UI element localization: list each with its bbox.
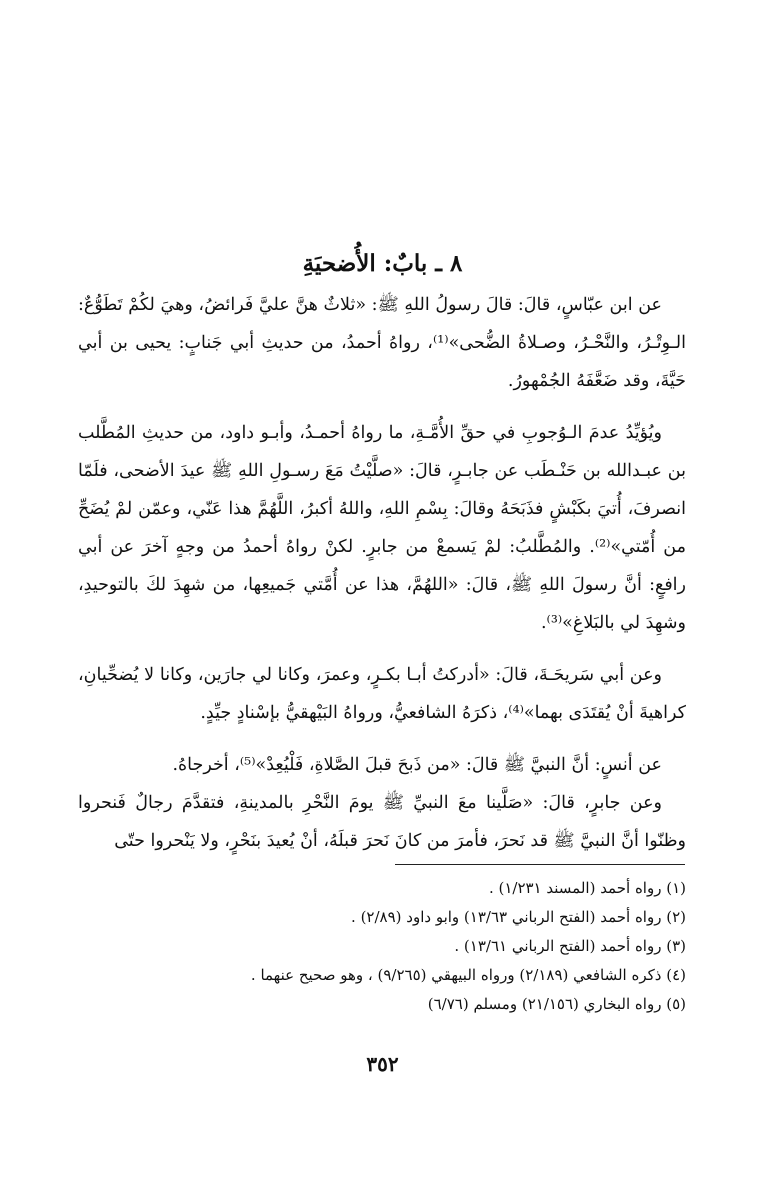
paragraph-wujub: ويُؤيِّدُ عدمَ الـوُجوبِ في حقِّ الأُمَّـةِ، ما رواهُ أحمـدُ، وأبـو داود، من حديثِ المُطَّلب بن عبـدالله بن حَنْـطَب عن جابـرٍ، قالَ: «صلَّيْتُ مَعَ رسـولِ اللهِ ﷺ عيدَ الأضحى، فلَمّا انصرفَ، أُتيَ بكَبْشٍ فذَبَحَهُ وقالَ: بِسْمِ اللهِ، واللهُ أكبرُ، اللَّهُمَّ هذا عَنّي، وعمّن لمْ يُضَحِّ من أُمّتي»⁽²⁾. والمُطَّلبُ: لمْ يَسمعْ من جابرٍ. لكنْ رواهُ أحمدُ من وجهٍ آخرَ عن أبي رافعٍ: أنَّ رسولَ اللهِ ﷺ، قالَ: «اللهُمَّ، هذا عن أُمَّتي جَميعِها، من شهِدَ لكَ بالتوحيدِ، وشهِدَ لي بالبَلاغِ»⁽³⁾. [78, 423, 686, 633]
page-number: ٣٥٢ [366, 1052, 399, 1076]
paragraph-abi-sariha: وعن أبي سَريحَـةَ، قالَ: «أدركتُ أبـا بكـرٍ، وعمرَ، وكانا لي جارَين، وكانا لا يُضحِّيانِ، كراهيةَ أنْ يُقتَدَى بهما»⁽⁴⁾، ذكرَهُ الشافعيُّ، ورواهُ البَيْهقيُّ بإسْنادٍ جيِّدٍ. [78, 665, 686, 723]
footnote-3: (٣) رواه أحمد (الفتح الرباني ١٣/٦١) . [454, 937, 686, 955]
paragraph-ibn-abbas: عن ابن عبّاسٍ، قالَ: قالَ رسولُ اللهِ ﷺ: «ثلاثٌ هنَّ عليَّ فَرائضُ، وهيَ لكُمْ تَطَوُّعٌ: الـوِتْـرُ، والنَّحْـرُ، وصـلاةُ الضُّحى»⁽¹⁾، رواهُ أحمدُ، من حديثِ أبي جَنابٍ: يحيى بن أبي حَيَّةَ، وقد ضَعَّفَهُ الجُمْهورُ. [78, 295, 686, 391]
main-text [78, 286, 686, 860]
footnote-1: (١) رواه أحمد (المسند ١/٢٣١) . [488, 879, 686, 897]
paragraph-jabir: وعن جابرٍ، قالَ: «صَلَّينا معَ النبيِّ ﷺ يومَ النَّحْرِ بالمدينةِ، فتقدَّمَ رجالٌ فَنحروا وظنّوا أنَّ النبيَّ ﷺ قد نَحرَ، فأمرَ من كانَ نَحرَ قبلَهُ، أنْ يُعيدَ بنَحْرٍ، ولا يَنْحروا حتّى [78, 793, 686, 851]
chapter-title: ٨ ـ بابٌ: الأُضحيَةِ [302, 250, 463, 277]
footnote-2: (٢) رواه أحمد (الفتح الرباني ١٣/٦٣) وابو داود (٢/٨٩) . [351, 908, 686, 926]
footnotes [120, 874, 686, 1019]
footnote-5: (٥) رواه البخاري (٢١/١٥٦) ومسلم (٦/٧٦) [427, 995, 686, 1013]
footnote-4: (٤) ذكره الشافعي (٢/١٨٩) ورواه البيهقي (٩/٢٦٥) ، وهو صحيح عنهما . [250, 966, 686, 984]
paragraph-anas: عن أنسٍ: أنَّ النبيَّ ﷺ قالَ: «من ذَبحَ قبلَ الصَّلاةِ، فَلْيُعِدْ»⁽⁵⁾، أخرجاهُ. [172, 755, 662, 775]
footnote-divider [395, 864, 685, 865]
